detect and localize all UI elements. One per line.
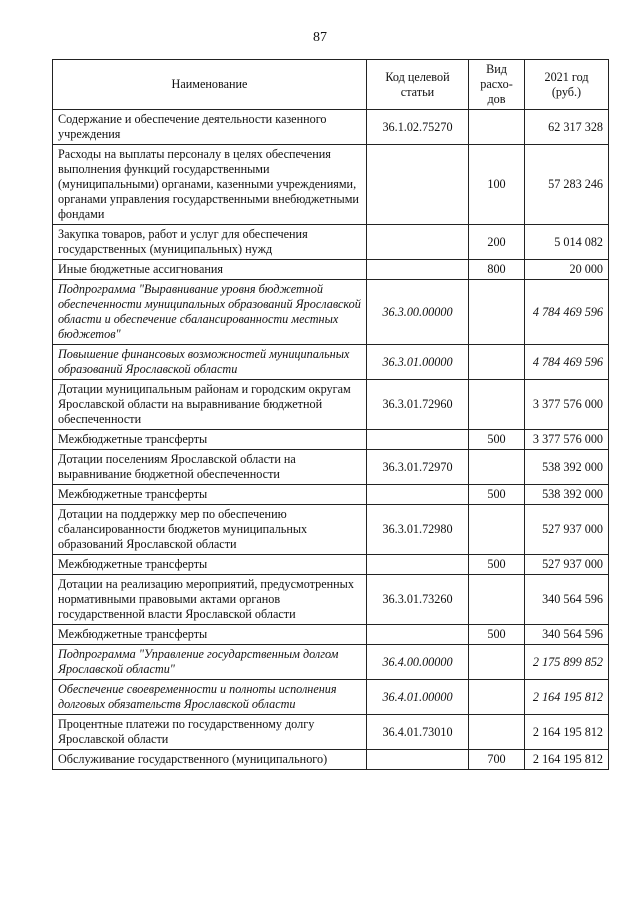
row-amount-cell: 57 283 246 [525, 145, 609, 225]
row-code-cell: 36.3.01.72960 [367, 380, 469, 430]
row-code-cell [367, 625, 469, 645]
row-name-cell: Иные бюджетные ассигнования [53, 260, 367, 280]
table-row [53, 575, 609, 625]
row-code-cell: 36.1.02.75270 [367, 110, 469, 145]
row-code-cell: 36.4.00.00000 [367, 645, 469, 680]
header-code: Код целевой статьи [367, 60, 469, 110]
row-name-cell: Подпрограмма "Управление государственным долгом Ярославской области" [53, 645, 367, 680]
row-name-cell: Дотации на поддержку мер по обеспечению сбалансированности бюджетов муниципальных образований Ярославской области [53, 505, 367, 555]
row-type-cell [469, 345, 525, 380]
row-code-cell [367, 260, 469, 280]
row-code-cell [367, 750, 469, 770]
row-amount-cell: 527 937 000 [525, 505, 609, 555]
table-row [53, 345, 609, 380]
row-type-cell [469, 715, 525, 750]
header-name: Наименование [53, 60, 367, 110]
row-name-cell: Процентные платежи по государственному долгу Ярославской области [53, 715, 367, 750]
row-name-cell: Дотации поселениям Ярославской области на выравнивание бюджетной обеспеченности [53, 450, 367, 485]
row-name-cell: Расходы на выплаты персоналу в целях обеспечения выполнения функций государственными (муниципальными) органами, казенными учреждениями, органами управления государственными внебюджетными фондами [53, 145, 367, 225]
row-type-cell [469, 505, 525, 555]
header-type: Вид расхо-дов [469, 60, 525, 110]
table-header-row [53, 60, 609, 110]
table-row [53, 485, 609, 505]
table-row [53, 380, 609, 430]
budget-table [52, 59, 609, 770]
row-name-cell: Обеспечение своевременности и полноты исполнения долговых обязательств Ярославской области [53, 680, 367, 715]
table-body [53, 110, 609, 770]
row-amount-cell: 340 564 596 [525, 625, 609, 645]
row-type-cell: 800 [469, 260, 525, 280]
table-row [53, 145, 609, 225]
row-code-cell [367, 430, 469, 450]
row-type-cell: 500 [469, 485, 525, 505]
row-type-cell: 500 [469, 430, 525, 450]
row-code-cell: 36.3.01.73260 [367, 575, 469, 625]
row-amount-cell: 2 175 899 852 [525, 645, 609, 680]
table-row [53, 450, 609, 485]
table-row [53, 645, 609, 680]
row-type-cell: 700 [469, 750, 525, 770]
table-row [53, 715, 609, 750]
row-code-cell: 36.3.00.00000 [367, 280, 469, 345]
row-amount-cell: 2 164 195 812 [525, 680, 609, 715]
row-amount-cell: 20 000 [525, 260, 609, 280]
row-name-cell: Закупка товаров, работ и услуг для обеспечения государственных (муниципальных) нужд [53, 225, 367, 260]
row-amount-cell: 62 317 328 [525, 110, 609, 145]
row-type-cell [469, 280, 525, 345]
row-code-cell: 36.4.01.73010 [367, 715, 469, 750]
row-name-cell: Межбюджетные трансферты [53, 625, 367, 645]
row-name-cell: Дотации на реализацию мероприятий, предусмотренных нормативными правовыми актами органов государственной власти Ярославской области [53, 575, 367, 625]
row-amount-cell: 5 014 082 [525, 225, 609, 260]
table-row [53, 750, 609, 770]
row-code-cell: 36.3.01.72970 [367, 450, 469, 485]
row-name-cell: Межбюджетные трансферты [53, 485, 367, 505]
row-name-cell: Межбюджетные трансферты [53, 430, 367, 450]
table-row [53, 225, 609, 260]
header-amount: 2021 год (руб.) [525, 60, 609, 110]
row-code-cell: 36.3.01.00000 [367, 345, 469, 380]
row-amount-cell: 4 784 469 596 [525, 280, 609, 345]
row-code-cell: 36.3.01.72980 [367, 505, 469, 555]
row-amount-cell: 3 377 576 000 [525, 380, 609, 430]
row-amount-cell: 538 392 000 [525, 450, 609, 485]
row-name-cell: Подпрограмма "Выравнивание уровня бюджетной обеспеченности муниципальных образований Ярославской области и обеспечение сбалансированности местных бюджетов" [53, 280, 367, 345]
table-row [53, 430, 609, 450]
row-type-cell [469, 110, 525, 145]
row-type-cell [469, 645, 525, 680]
row-amount-cell: 340 564 596 [525, 575, 609, 625]
row-name-cell: Содержание и обеспечение деятельности казенного учреждения [53, 110, 367, 145]
row-name-cell: Дотации муниципальным районам и городским округам Ярославской области на выравнивание бюджетной обеспеченности [53, 380, 367, 430]
row-type-cell: 500 [469, 625, 525, 645]
table-row [53, 505, 609, 555]
table-row [53, 280, 609, 345]
table-row [53, 625, 609, 645]
row-code-cell [367, 485, 469, 505]
table-row [53, 110, 609, 145]
row-type-cell [469, 575, 525, 625]
page-number: 87 [313, 30, 327, 45]
row-type-cell [469, 380, 525, 430]
table-row [53, 555, 609, 575]
row-amount-cell: 527 937 000 [525, 555, 609, 575]
table-row [53, 260, 609, 280]
row-type-cell: 500 [469, 555, 525, 575]
row-code-cell: 36.4.01.00000 [367, 680, 469, 715]
row-code-cell [367, 225, 469, 260]
row-type-cell: 100 [469, 145, 525, 225]
row-amount-cell: 4 784 469 596 [525, 345, 609, 380]
row-amount-cell: 2 164 195 812 [525, 715, 609, 750]
row-amount-cell: 3 377 576 000 [525, 430, 609, 450]
row-code-cell [367, 145, 469, 225]
row-name-cell: Повышение финансовых возможностей муниципальных образований Ярославской области [53, 345, 367, 380]
row-name-cell: Межбюджетные трансферты [53, 555, 367, 575]
row-type-cell: 200 [469, 225, 525, 260]
row-amount-cell: 2 164 195 812 [525, 750, 609, 770]
row-code-cell [367, 555, 469, 575]
row-type-cell [469, 680, 525, 715]
row-type-cell [469, 450, 525, 485]
row-name-cell: Обслуживание государственного (муниципального) [53, 750, 367, 770]
row-amount-cell: 538 392 000 [525, 485, 609, 505]
table-row [53, 680, 609, 715]
